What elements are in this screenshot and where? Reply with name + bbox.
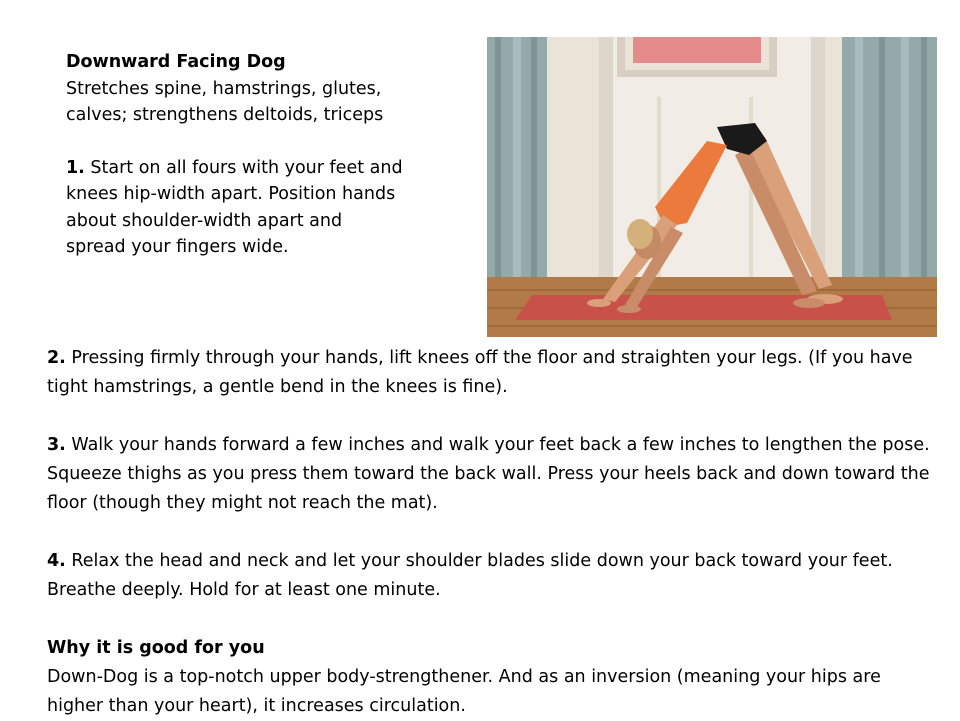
step-4 [47, 547, 937, 605]
step-3-text: Walk your hands forward a few inches and walk your feet back a few inches to lengthen the pose. Squeeze thighs as you press them toward the back wall. Press your heels back and down toward the floor (though they might not reach the mat). [47, 435, 930, 513]
step-3-number: 3. [47, 435, 66, 455]
spacer [47, 518, 937, 547]
intro-text-block [66, 49, 476, 261]
pose-title: Downward Facing Dog [66, 52, 286, 72]
step-4-text: Relax the head and neck and let your shoulder blades slide down your back toward your feet. Breathe deeply. Hold for at least one minute. [47, 551, 893, 600]
step-2-text: Pressing firmly through your hands, lift knees off the floor and straighten your legs. (If you have tight hamstrings, a gentle bend in the knees is fine). [47, 348, 913, 397]
step-1-line-4: spread your fingers wide. [66, 237, 289, 257]
spacer [47, 605, 937, 634]
step-1-line-3: about shoulder-width apart and [66, 210, 343, 231]
why-text: Down-Dog is a top-notch upper body-strengthener. And as an inversion (meaning your hips are higher than your heart), it increases circulation. [47, 667, 881, 716]
step-1-line-2: knees hip-width apart. Position hands [66, 184, 396, 204]
spacer [47, 402, 937, 431]
spacer [66, 129, 476, 155]
yoga-pose-photo [487, 37, 937, 337]
step-4-number: 4. [47, 551, 66, 571]
pose-benefits-line-2: calves; strengthens deltoids, triceps [66, 105, 384, 125]
step-2-number: 2. [47, 348, 66, 368]
why-heading: Why it is good for you [47, 638, 265, 658]
instructions-body [47, 344, 937, 721]
step-1-line-1 [66, 155, 476, 182]
step-3 [47, 431, 937, 518]
step-1-number: 1. [66, 157, 85, 178]
step-1-text-part-1: Start on all fours with your feet and [84, 157, 403, 178]
step-2 [47, 344, 937, 402]
pose-benefits-line-1: Stretches spine, hamstrings, glutes, [66, 78, 382, 99]
